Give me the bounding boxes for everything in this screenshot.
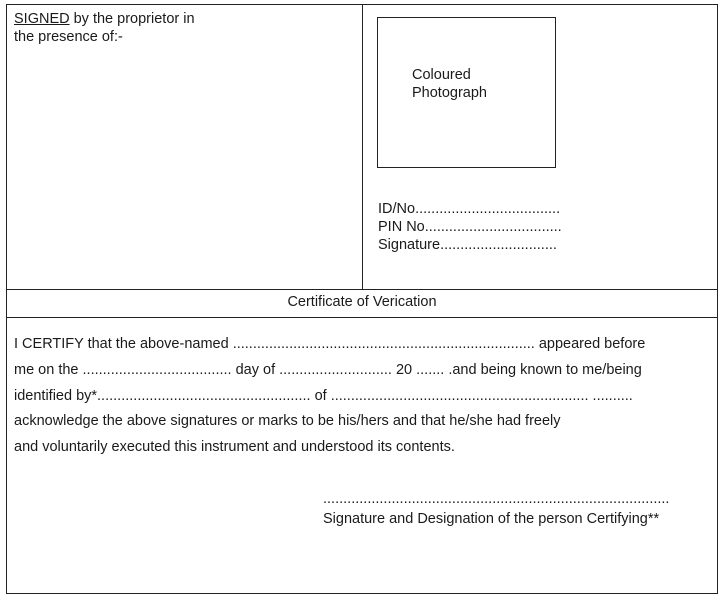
certificate-body <box>14 332 704 461</box>
certifier-signature-line: ...................................................................................... <box>323 491 670 507</box>
verification-form <box>6 4 718 594</box>
signature-photo-section <box>7 5 717 290</box>
signed-word: SIGNED <box>14 11 70 27</box>
certificate-heading: Certificate of Verication <box>7 289 717 318</box>
certificate-line: identified by*..................................................... of ................................................................ .......... <box>14 387 633 404</box>
certifier-signature-block <box>323 489 669 529</box>
photograph-label <box>412 66 487 102</box>
photograph-box <box>377 17 556 168</box>
presence-line: the presence of:- <box>14 29 123 45</box>
id-no-field: ID/No.................................... <box>378 201 561 217</box>
signed-rest: by the proprietor in <box>69 11 195 27</box>
certifier-signature-caption: Signature and Designation of the person Certifying** <box>323 511 660 527</box>
photo-label-line1: Coloured <box>412 67 471 83</box>
certificate-line: and voluntarily executed this instrument and understood its contents. <box>14 439 455 456</box>
certificate-line: acknowledge the above signatures or marks to be his/hers and that he/she had freely <box>14 413 561 430</box>
certificate-line: I CERTIFY that the above-named ........................................................................... appeared before <box>14 336 646 352</box>
certificate-line: me on the ..................................... day of ............................ 20 ....... .and being known to me/being <box>14 361 642 378</box>
id-fields <box>378 200 562 254</box>
signed-presence-block <box>14 10 195 46</box>
photo-label-line2: Photograph <box>412 85 487 101</box>
signature-field: Signature............................. <box>378 237 557 253</box>
signed-line <box>14 10 195 28</box>
column-divider <box>362 5 363 289</box>
pin-no-field: PIN No.................................. <box>378 219 562 235</box>
